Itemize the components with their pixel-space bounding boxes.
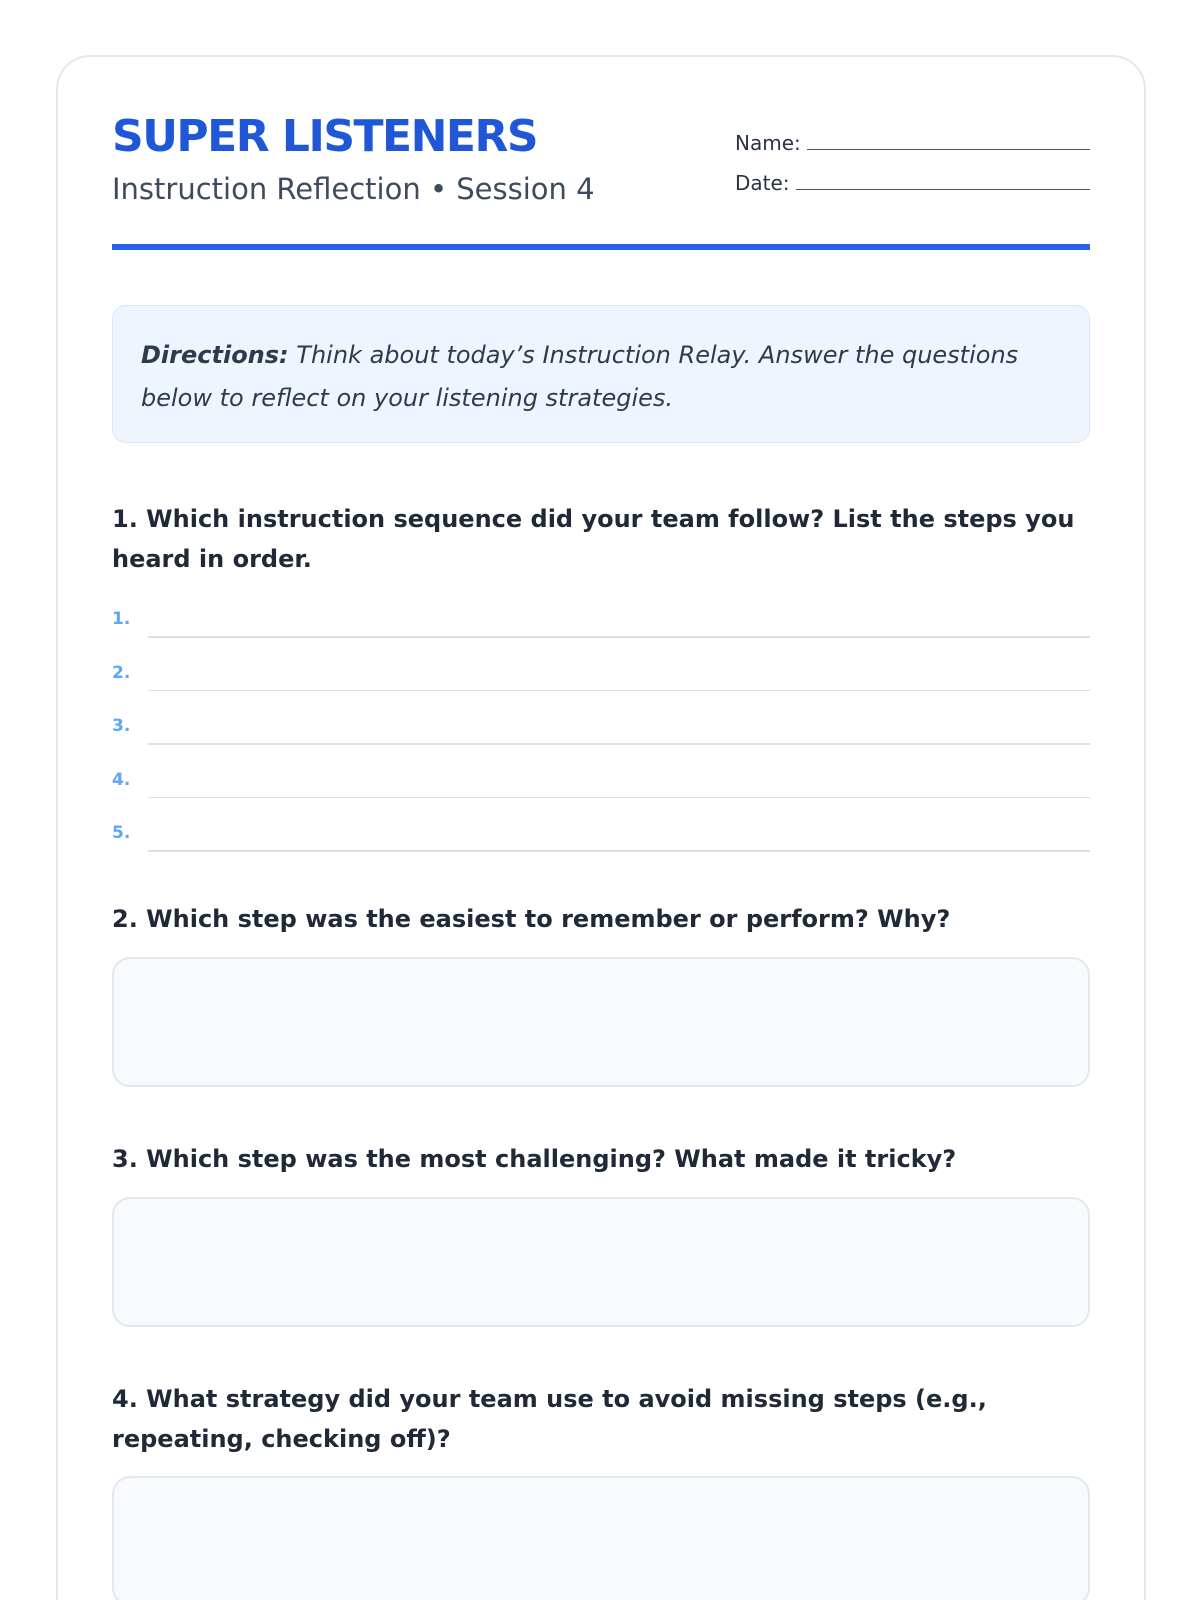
name-date-block [735, 115, 1090, 195]
step-number: 3. [112, 716, 131, 736]
header-divider [112, 244, 1090, 250]
date-field[interactable] [796, 189, 1090, 190]
step-answer-line[interactable] [148, 743, 1090, 745]
sequence-step [112, 760, 1090, 814]
question-3: 3. Which step was the most challenging? What made it tricky? [112, 1145, 957, 1173]
name-row [735, 115, 1090, 155]
question-2-answer-box[interactable] [112, 957, 1090, 1087]
sequence-step [112, 599, 1090, 653]
step-answer-line[interactable] [148, 636, 1090, 638]
date-row [735, 155, 1090, 195]
name-label: Name: [735, 131, 801, 155]
question-4-answer-box[interactable] [112, 1476, 1090, 1600]
question-1: 1. Which instruction sequence did your team follow? List the steps you heard in order. [112, 505, 1075, 573]
directions-text: Think about today’s Instruction Relay. Answer the questions below to reflect on your listening strategies. [141, 341, 1019, 412]
sequence-steps-list [112, 599, 1090, 867]
worksheet-card [56, 55, 1146, 1600]
step-answer-line[interactable] [148, 690, 1090, 692]
question-3-answer-box[interactable] [112, 1197, 1090, 1327]
question-4: 4. What strategy did your team use to avoid missing steps (e.g., repeating, checking off)? [112, 1385, 987, 1453]
page-subtitle: Instruction Reflection • Session 4 [112, 172, 595, 206]
step-number: 4. [112, 769, 131, 790]
sequence-step [112, 706, 1090, 760]
directions-label: Directions: [141, 341, 289, 369]
sequence-step [112, 813, 1090, 867]
step-number: 1. [112, 609, 131, 629]
page-title: SUPER LISTENERS [112, 111, 538, 162]
step-answer-line[interactable] [148, 850, 1090, 852]
worksheet-header [112, 57, 1090, 247]
name-field[interactable] [807, 149, 1090, 150]
step-answer-line[interactable] [148, 797, 1090, 799]
date-label: Date: [735, 171, 790, 195]
step-number: 2. [112, 662, 131, 683]
sequence-step [112, 653, 1090, 707]
question-2: 2. Which step was the easiest to remember or perform? Why? [112, 905, 951, 933]
worksheet-content [112, 57, 1090, 1453]
directions-box [112, 305, 1090, 443]
step-number: 5. [112, 823, 131, 843]
